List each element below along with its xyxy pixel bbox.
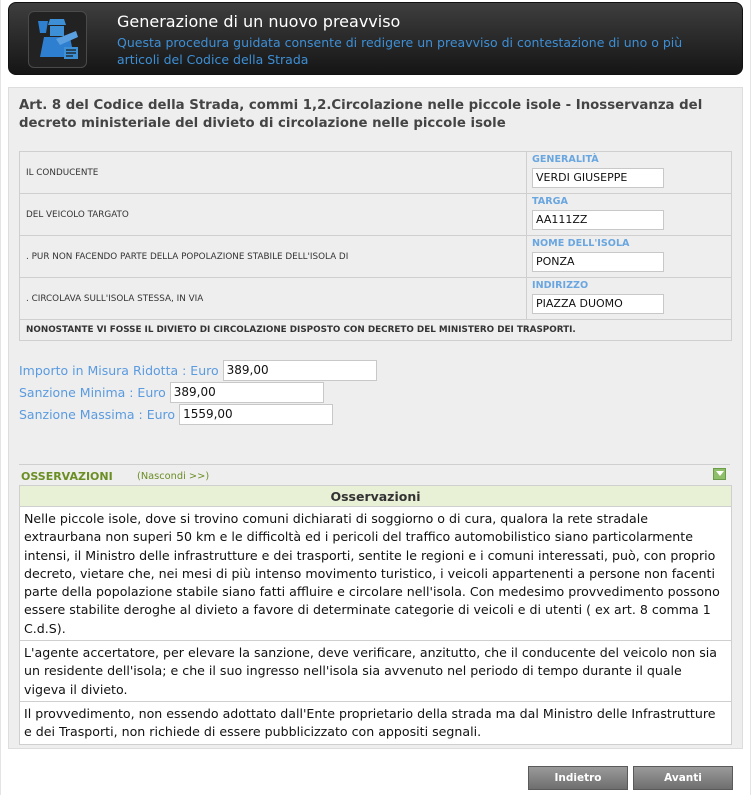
violation-form-table <box>19 151 732 341</box>
divieto-note: NONOSTANTE VI FOSSE IL DIVIETO DI CIRCOLAZIONE DISPOSTO CON DECRETO DEL MINISTERO DEI TRASPORTI. <box>20 320 732 341</box>
observations-section-label: OSSERVAZIONI <box>21 470 113 483</box>
field-label-targa: TARGA <box>532 196 568 207</box>
field-label-isola: NOME DELL'ISOLA <box>532 238 630 249</box>
field-label-indirizzo: INDIRIZZO <box>532 280 589 291</box>
wizard-header <box>8 2 743 75</box>
form-row-isola <box>20 236 732 278</box>
generalita-input[interactable]: VERDI GIUSEPPE <box>532 168 664 188</box>
sanzione-massima-input[interactable]: 1559,00 <box>179 404 333 425</box>
form-row-targa <box>20 194 732 236</box>
field-cell-indirizzo <box>527 278 732 320</box>
wizard-title: Generazione di un nuovo preavviso <box>117 12 401 31</box>
next-button[interactable]: Avanti <box>633 766 733 790</box>
field-cell-targa <box>527 194 732 236</box>
observation-paragraph: Il provvedimento, non essendo adottato dall'Ente proprietario della strada ma dal Ministro delle Infrastrutture e dei Trasporti, non richiede di essere pubblicizzato con appositi segnali. <box>24 705 716 740</box>
article-title: Art. 8 del Codice della Strada, commi 1,2.Circolazione nelle piccole isole - Inosservanza del decreto ministeriale del divieto di circolazione nelle piccole isole <box>19 98 703 131</box>
row-label-via: . CIRCOLAVA SULL'ISOLA STESSA, IN VIA <box>20 278 527 320</box>
observations-section-header <box>19 464 730 484</box>
importo-ridotto-row <box>19 359 377 381</box>
sanzione-massima-label: Sanzione Massima : Euro <box>19 406 176 422</box>
row-label-isola: . PUR NON FACENDO PARTE DELLA POPOLAZIONE STABILE DELL'ISOLA DI <box>20 236 527 278</box>
row-label-veicolo: DEL VEICOLO TARGATO <box>20 194 527 236</box>
sanzione-minima-label: Sanzione Minima : Euro <box>19 384 166 400</box>
field-cell-generalita <box>527 152 732 194</box>
importo-ridotto-label: Importo in Misura Ridotta : Euro <box>19 362 219 378</box>
collapse-arrow-icon[interactable] <box>713 468 726 480</box>
observation-paragraph: L'agente accertatore, per elevare la sanzione, deve verificare, anzitutto, che il conducente del veicolo non sia un residente dell'isola; e che il suo ingresso nell'isola sia avvenuto nel periodo di tempo durante il quale vigeva il divieto. <box>20 641 731 702</box>
indirizzo-input[interactable]: PIAZZA DUOMO <box>532 294 664 314</box>
form-row-conducente <box>20 152 732 194</box>
observation-paragraph: Nelle piccole isole, dove si trovino comuni dichiarati di soggiorno o di cura, qualora la rete stradale extraurbana non superi 50 km e le difficoltà ed i pericoli del traffico automobilistico siano particolarmente intensi, il Ministro delle infrastrutture e dei trasporti, sentite le regioni e i comuni interessati, può, con proprio decreto, vietare che, nei mesi di più intenso movimento turistico, i veicoli appartenenti a persone non facenti parte della popolazione stabile siano fatti affluire e circolare nell'isola. Con medesimo provvedimento possono essere stabilite deroghe al divieto a favore di determinate categorie di veicoli e di utenti ( ex art. 8 comma 1 C.d.S). <box>20 507 731 641</box>
form-row-indirizzo <box>20 278 732 320</box>
row-label-conducente: IL CONDUCENTE <box>20 152 527 194</box>
hide-observations-link[interactable]: (Nascondi >>) <box>137 471 210 482</box>
sanzione-massima-row <box>19 403 333 425</box>
back-button[interactable]: Indietro <box>528 766 628 790</box>
importo-ridotto-input[interactable]: 389,00 <box>223 360 377 381</box>
field-cell-isola <box>527 236 732 278</box>
sanzione-minima-row <box>19 381 324 403</box>
police-officer-icon <box>28 11 87 68</box>
observations-box <box>19 485 732 745</box>
targa-input[interactable]: AA111ZZ <box>532 210 664 230</box>
main-panel <box>8 87 743 749</box>
field-label-generalita: GENERALITÀ <box>532 154 599 165</box>
wizard-subtitle: Questa procedura guidata consente di redigere un preavviso di contestazione di uno o più articoli del Codice della Strada <box>117 35 683 67</box>
isola-input[interactable]: PONZA <box>532 252 664 272</box>
sanzione-minima-input[interactable]: 389,00 <box>170 382 324 403</box>
form-row-note <box>20 320 732 341</box>
observations-box-title: Osservazioni <box>20 486 731 507</box>
